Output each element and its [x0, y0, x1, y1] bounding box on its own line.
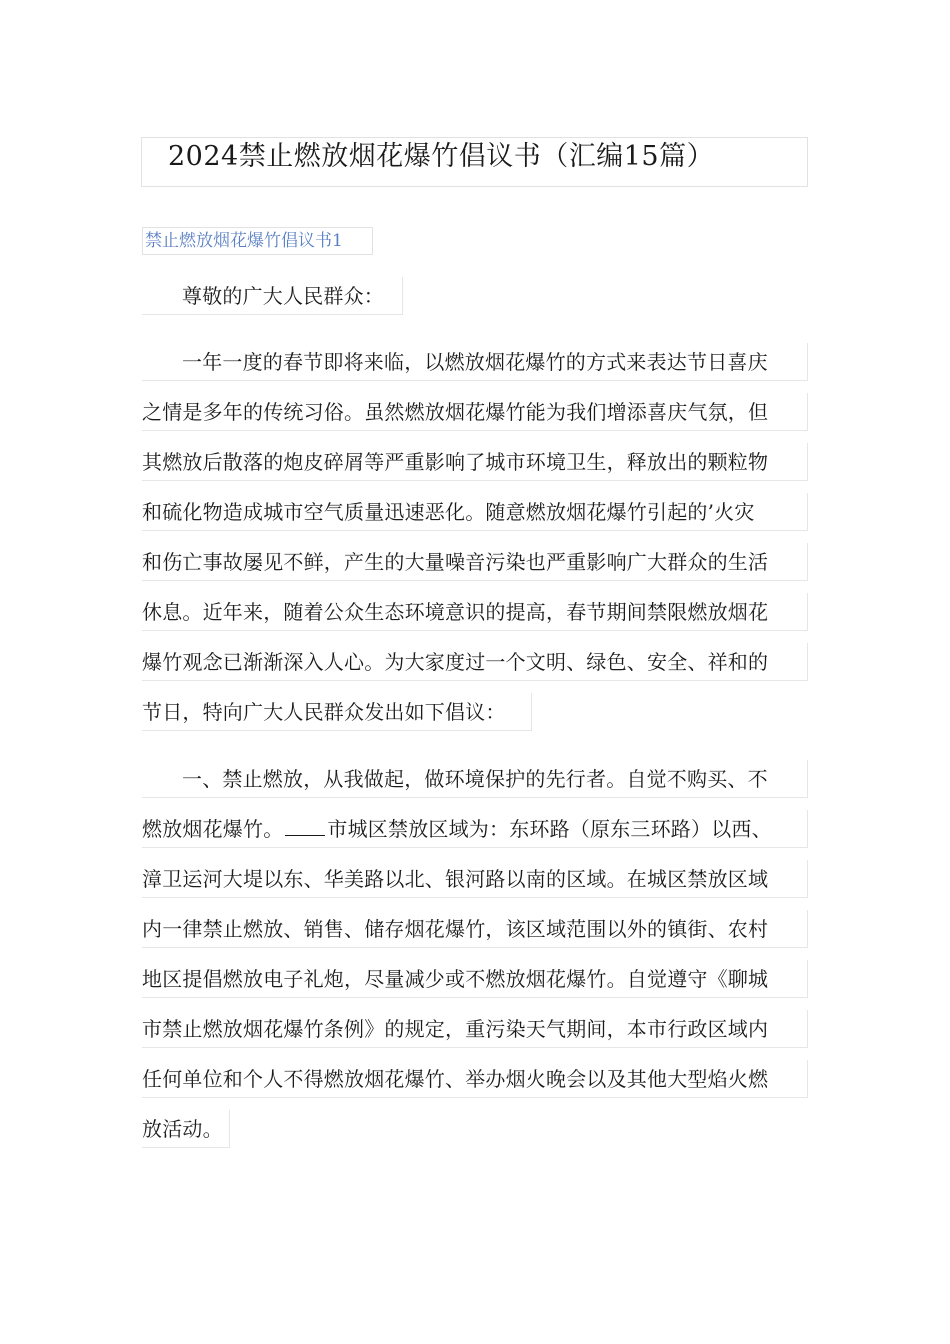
paragraph-line — [142, 812, 772, 846]
paragraph-line: 和伤亡事故屡见不鲜，产生的大量噪音污染也严重影响广大群众的生活 — [142, 550, 769, 574]
paragraph-line: 休息。近年来，随着公众生态环境意识的提高，春节期间禁限燃放烟花 — [142, 600, 769, 624]
section-heading: 禁止燃放烟花爆竹倡议书1 — [145, 231, 343, 251]
fill-in-blank — [285, 817, 325, 836]
paragraph-line: 放活动。 — [142, 1117, 223, 1141]
paragraph-line: 其燃放后散落的炮皮碎屑等严重影响了城市环境卫生，释放出的颗粒物 — [142, 450, 769, 474]
paragraph-line: 内一律禁止燃放、销售、储存烟花爆竹，该区域范围以外的镇街、农村 — [142, 917, 769, 941]
paragraph-line: 地区提倡燃放电子礼炮，尽量减少或不燃放烟花爆竹。自觉遵守《聊城 — [142, 967, 769, 991]
paragraph-line: 任何单位和个人不得燃放烟花爆竹、举办烟火晚会以及其他大型焰火燃 — [142, 1067, 769, 1091]
salutation: 尊敬的广大人民群众： — [182, 284, 384, 308]
paragraph-line-start: 燃放烟花爆竹。 — [142, 817, 284, 841]
paragraph-line: 和硫化物造成城市空气质量迅速恶化。随意燃放烟花爆竹引起的’火灾 — [142, 500, 755, 524]
paragraph-line: 节日，特向广大人民群众发出如下倡议： — [142, 700, 506, 724]
document-title: 2024禁止燃放烟花爆竹倡议书（汇编15篇） — [168, 141, 715, 172]
paragraph-line: 市禁止燃放烟花爆竹条例》的规定，重污染天气期间，本市行政区域内 — [142, 1017, 769, 1041]
paragraph-line: 漳卫运河大堤以东、华美路以北、银河路以南的区域。在城区禁放区域 — [142, 867, 769, 891]
paragraph-line: 爆竹观念已渐渐深入人心。为大家度过一个文明、绿色、安全、祥和的 — [142, 650, 769, 674]
paragraph-line-end: 市城区禁放区域为：东环路（原东三环路）以西、 — [327, 817, 772, 841]
paragraph-line: 一年一度的春节即将来临，以燃放烟花爆竹的方式来表达节日喜庆 — [182, 350, 768, 374]
paragraph-line: 一、禁止燃放，从我做起，做环境保护的先行者。自觉不购买、不 — [182, 767, 768, 791]
paragraph-line: 之情是多年的传统习俗。虽然燃放烟花爆竹能为我们增添喜庆气氛，但 — [142, 400, 769, 424]
